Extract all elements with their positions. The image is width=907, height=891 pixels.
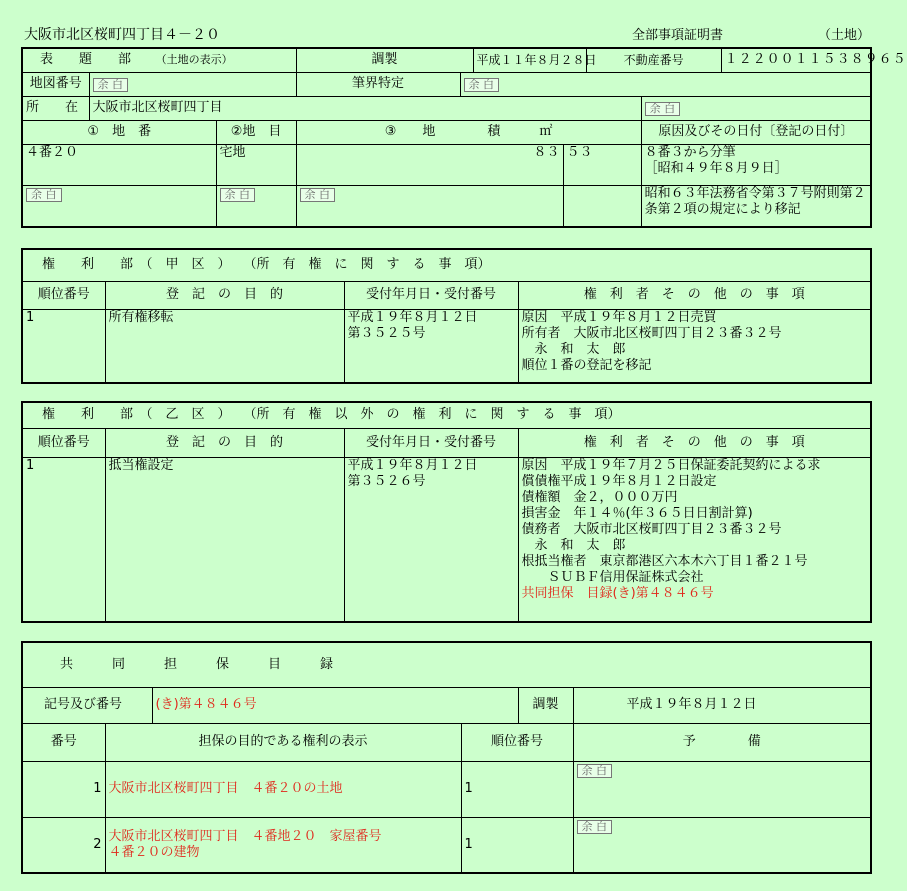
yohaku-mark: 余 白 [26, 188, 62, 202]
kyodo-row2-jun: 1 [461, 817, 573, 873]
kyodo-tanpo-section [21, 641, 872, 874]
row1-chimoku: 宅地 [216, 144, 296, 185]
row1-gen-in [641, 144, 871, 185]
col-yobi: 予 備 [573, 723, 871, 761]
kouku-row-kenri [518, 309, 871, 383]
row2-chiseki [296, 185, 563, 227]
row1-chiseki-int: ８３ [296, 144, 563, 185]
kigo-value: (き)第４８４６号 [152, 687, 518, 723]
yohaku-mark: 余 白 [93, 78, 129, 92]
document-title: 全部事項証明書 [632, 28, 724, 43]
kenri-line: 順位１番の登記を移記 [521, 357, 652, 373]
kyodo-row1-hyoji: 大阪市北区桜町四丁目 ４番２０の土地 [105, 761, 461, 817]
kigo-label: 記号及び番号 [22, 687, 152, 723]
row2-chimoku [216, 185, 296, 227]
yohaku-mark: 余 白 [300, 188, 336, 202]
kouku-section [21, 248, 872, 384]
header-address: 大阪市北区桜町四丁目４－２０ [24, 27, 220, 43]
hikkai-value [460, 72, 871, 96]
kenri-line: 損害金 年１４％(年３６５日日割計算) [521, 505, 753, 521]
uketsuke-date: 平成１９年８月１２日 [347, 457, 478, 473]
chizu-value [89, 72, 296, 96]
kenri-line: 原因 平成１９年７月２５日保証委託契約による求 [521, 457, 821, 473]
row2-chiban [22, 185, 216, 227]
otsuku-row-mokuteki: 抵当権設定 [105, 457, 344, 622]
chosei-label: 調製 [296, 48, 473, 72]
table-row [22, 817, 871, 873]
uketsuke-date: 平成１９年８月１２日 [347, 309, 478, 325]
yohaku-mark: 余 白 [577, 820, 613, 834]
chosei-date: 平成１１年８月２８日 [473, 48, 586, 72]
uketsuke-number: 第３５２６号 [347, 473, 426, 489]
row1-gen-in-line: ８番３から分筆 [644, 144, 736, 160]
col-gen-in: 原因及びその日付〔登記の日付〕 [641, 120, 871, 144]
kyodo-row1-yobi [573, 761, 871, 817]
kenri-line: ＳＵＢＦ信用保証株式会社 [521, 569, 704, 585]
row1-chiban: ４番２０ [22, 144, 216, 185]
kouku-row-uketsuke [344, 309, 518, 383]
yohaku-mark: 余 白 [220, 188, 256, 202]
otsuku-row-kenri [518, 457, 871, 622]
uketsuke-number: 第３５２５号 [347, 325, 426, 341]
row1-gen-in-date: ［昭和４９年８月９日］ [644, 160, 788, 176]
shozai-value: 大阪市北区桜町四丁目 [89, 96, 641, 120]
kenri-line: 原因 平成１９年８月１２日売買 [521, 309, 717, 325]
kouku-title: 権 利 部 （ 甲 区 ） （所 有 権 に 関 す る 事 項） [22, 249, 871, 281]
kenri-line: 償債権平成１９年８月１２日設定 [521, 473, 717, 489]
otsuku-col-mokuteki: 登 記 の 目 的 [105, 428, 344, 457]
otsuku-title: 権 利 部 （ 乙 区 ） （所 有 権 以 外 の 権 利 に 関 す る 事 項） [22, 402, 871, 428]
kenri-line: 債権額 金２，０００万円 [521, 489, 678, 505]
shozai-label: 所 在 [22, 96, 89, 120]
kenri-line: 永 和 太 郎 [521, 341, 626, 357]
col-chimoku: ②地 目 [216, 120, 296, 144]
kouku-row-jun: 1 [22, 309, 105, 383]
kyodo-row2-hyoji [105, 817, 461, 873]
shozai-note [641, 96, 871, 120]
kyodo-chosei-date: 平成１９年８月１２日 [573, 687, 871, 723]
chizu-label: 地図番号 [22, 72, 89, 96]
table-row [22, 761, 871, 817]
hyoji-line: ４番２０の建物 [108, 844, 200, 860]
otsuku-row-uketsuke [344, 457, 518, 622]
hyodai-section [21, 47, 907, 228]
yohaku-mark: 余 白 [464, 78, 500, 92]
yohaku-mark: 余 白 [645, 102, 681, 116]
otsuku-col-kenri: 権 利 者 そ の 他 の 事 項 [518, 428, 871, 457]
kyodo-row2-bango: 2 [22, 817, 105, 873]
otsuku-col-uketsuke: 受付年月日・受付番号 [344, 428, 518, 457]
hyodai-subtitle: （土地の表示） [155, 53, 233, 67]
table-row [22, 309, 871, 383]
kyodo-row1-jun: 1 [461, 761, 573, 817]
kyodo-chosei-label: 調製 [518, 687, 573, 723]
fudosan-label: 不動産番号 [586, 48, 721, 72]
col-chiseki: ③ 地 積 ㎡ [296, 120, 641, 144]
kouku-col-jun: 順位番号 [22, 281, 105, 309]
kenri-line: 永 和 太 郎 [521, 537, 626, 553]
hyodai-title-cell [22, 48, 296, 72]
yohaku-mark: 余 白 [577, 764, 613, 778]
document-kind: （土地） [818, 28, 871, 43]
kouku-col-mokuteki: 登 記 の 目 的 [105, 281, 344, 309]
kouku-col-kenri: 権 利 者 そ の 他 の 事 項 [518, 281, 871, 309]
col-hyoji: 担保の目的である権利の表示 [105, 723, 461, 761]
table-row [22, 457, 871, 622]
otsuku-col-jun: 順位番号 [22, 428, 105, 457]
kenri-line: 債務者 大阪市北区桜町四丁目２３番３２号 [521, 521, 782, 537]
kyodo-tanpo-ref: 共同担保 目録(き)第４８４６号 [521, 585, 714, 601]
row2-chiseki-dec [563, 185, 641, 227]
row1-chiseki-dec: ５３ [563, 144, 641, 185]
row2-gen-in: 昭和６３年法務省令第３７号附則第２条第２項の規定により移記 [641, 185, 871, 227]
kyodo-row1-bango: 1 [22, 761, 105, 817]
kenri-line: 所有者 大阪市北区桜町四丁目２３番３２号 [521, 325, 782, 341]
hyodai-title: 表 題 部 [40, 52, 138, 68]
col-chiban: ① 地 番 [22, 120, 216, 144]
fudosan-number: １２２００１１５３８９６５ [721, 48, 871, 72]
col-kyodo-jun: 順位番号 [461, 723, 573, 761]
col-bango: 番号 [22, 723, 105, 761]
kyodo-title: 共 同 担 保 目 録 [22, 642, 871, 687]
hyoji-line: 大阪市北区桜町四丁目 ４番地２０ 家屋番号 [108, 828, 382, 844]
otsuku-section [21, 401, 872, 623]
kenri-line: 根抵当権者 東京都港区六本木六丁目１番２１号 [521, 553, 808, 569]
kouku-col-uketsuke: 受付年月日・受付番号 [344, 281, 518, 309]
otsuku-row-jun: 1 [22, 457, 105, 622]
kyodo-row2-yobi [573, 817, 871, 873]
kouku-row-mokuteki: 所有権移転 [105, 309, 344, 383]
hikkai-label: 筆界特定 [296, 72, 460, 96]
